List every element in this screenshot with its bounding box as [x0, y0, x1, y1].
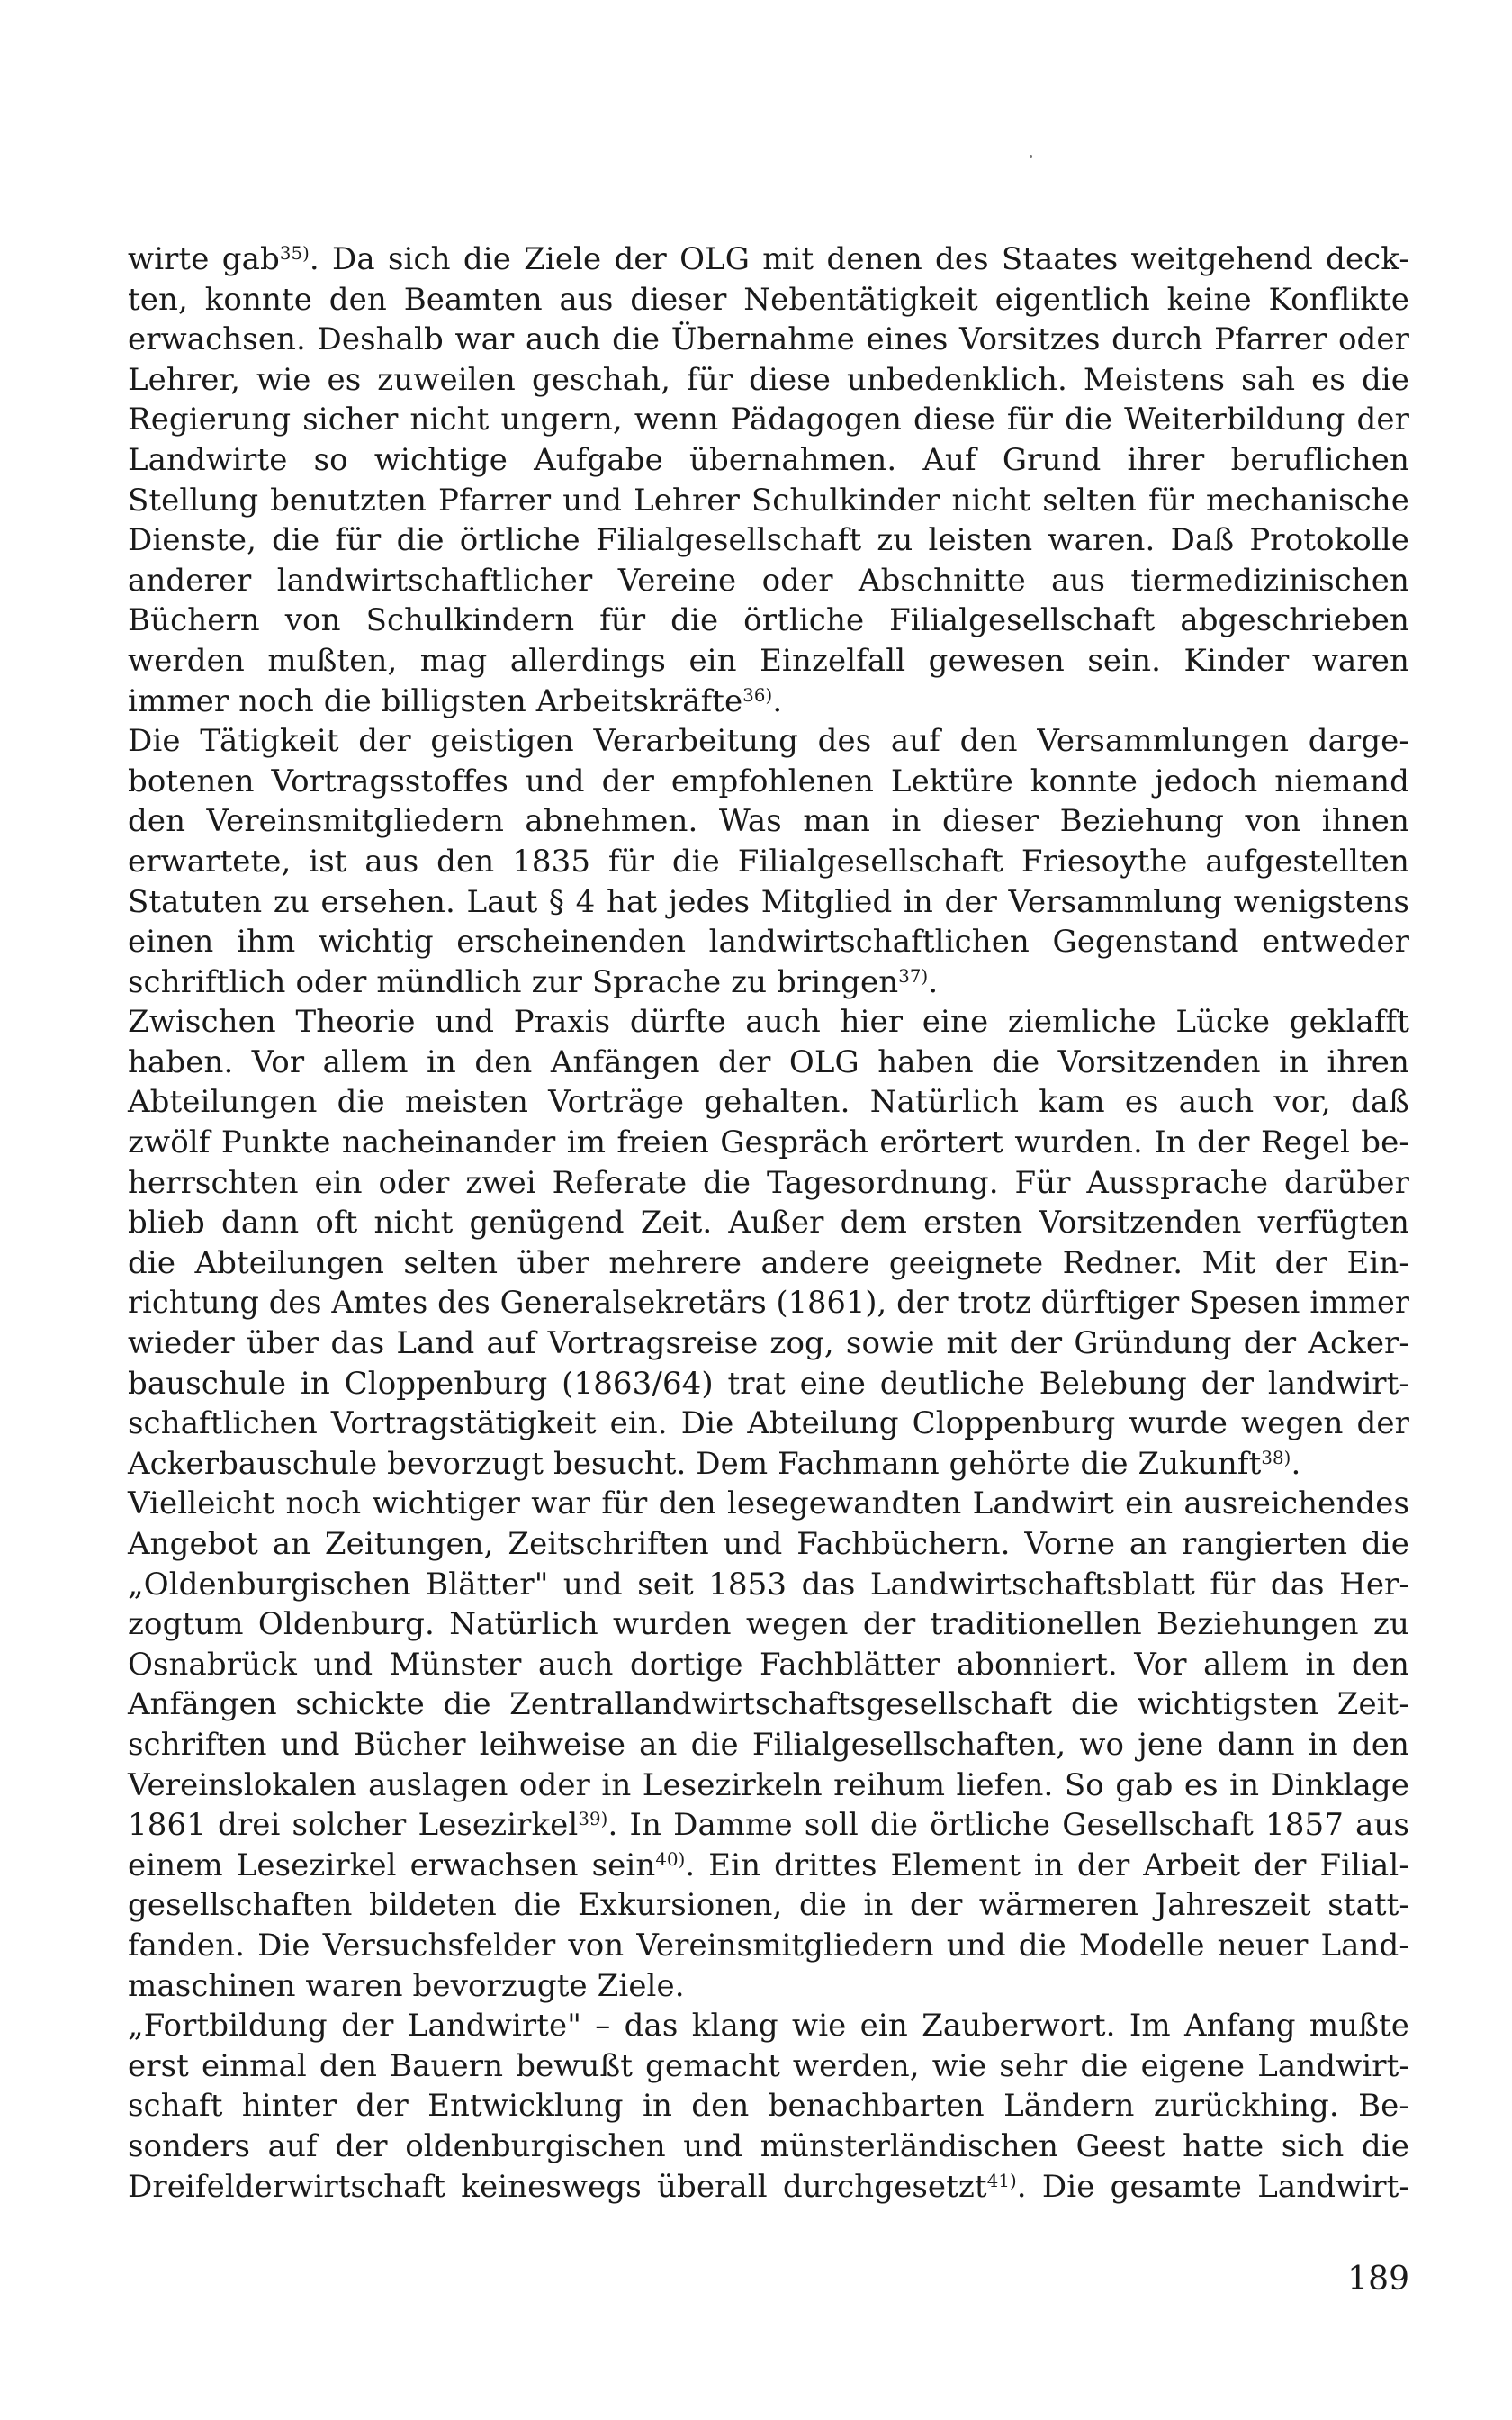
text-segment: Vielleicht noch wichtiger war für den lesegewandten Landwirt ein ausreichendes — [128, 1485, 1409, 1522]
text-segment: Stellung benutzten Pfarrer und Lehrer Schulkinder nicht selten für mechanische — [128, 482, 1409, 519]
text-segment: . Ein drittes Element in der Arbeit der Filial- — [685, 1847, 1409, 1883]
text-line — [128, 1043, 1409, 1083]
text-line — [128, 1323, 1409, 1364]
text-line — [128, 1926, 1409, 1966]
text-segment: Ackerbauschule bevorzugt besucht. Dem Fachmann gehörte die Zukunft — [128, 1445, 1262, 1482]
text-line — [128, 1163, 1409, 1204]
text-segment: . Die gesamte Landwirt- — [1016, 2168, 1409, 2205]
text-segment: fanden. Die Versuchsfelder von Vereinsmitgliedern und die Modelle neuer Land- — [128, 1927, 1409, 1964]
text-segment: richtung des Amtes des Generalsekretärs (1861), der trotz dürftiger Spesen immer — [128, 1285, 1409, 1321]
text-line — [128, 1123, 1409, 1163]
page-number: 189 — [1347, 2261, 1409, 2298]
text-line — [128, 1725, 1409, 1765]
text-line — [128, 561, 1409, 601]
footnote-ref: 36) — [742, 684, 773, 706]
text-segment: wieder über das Land auf Vortragsreise zog, sowie mit der Gründung der Acker- — [128, 1325, 1409, 1362]
text-segment: Anfängen schickte die Zentrallandwirtschaftsgesellschaft die wichtigsten Zeit- — [128, 1686, 1409, 1723]
text-line — [128, 922, 1409, 962]
text-segment: Dreifelderwirtschaft keineswegs überall durchgesetzt — [128, 2168, 987, 2205]
footnote-ref: 35) — [279, 243, 310, 265]
text-line — [128, 1203, 1409, 1243]
text-segment: zogtum Oldenburg. Natürlich wurden wegen der traditionellen Beziehungen zu — [128, 1606, 1409, 1643]
text-line — [128, 1805, 1409, 1846]
text-segment: Büchern von Schulkindern für die örtliche Filialgesellschaft abgeschrieben — [128, 602, 1409, 639]
text-line — [128, 1484, 1409, 1524]
text-segment: . — [928, 963, 939, 1000]
text-segment: schriften und Bücher leihweise an die Filialgesellschaften, wo jene dann in den — [128, 1726, 1409, 1763]
text-line — [128, 842, 1409, 882]
text-line — [128, 1604, 1409, 1645]
text-segment: Zwischen Theorie und Praxis dürfte auch hier eine ziemliche Lücke geklafft — [128, 1004, 1409, 1041]
text-line — [128, 520, 1409, 561]
text-line — [128, 801, 1409, 842]
text-line — [128, 239, 1409, 280]
text-line — [128, 481, 1409, 521]
text-line — [128, 2127, 1409, 2167]
text-line — [128, 600, 1409, 641]
text-line — [128, 682, 1409, 722]
text-segment: herrschten ein oder zwei Referate die Tagesordnung. Für Aussprache darüber — [128, 1164, 1409, 1201]
text-line — [128, 2167, 1409, 2208]
text-line — [128, 1444, 1409, 1485]
body-text — [128, 239, 1409, 2207]
text-line — [128, 440, 1409, 481]
text-segment: „Oldenburgischen Blätter" und seit 1853 das Landwirtschaftsblatt für das Her- — [128, 1566, 1409, 1603]
text-line — [128, 1565, 1409, 1605]
text-line — [128, 1684, 1409, 1725]
text-segment: ten, konnte den Beamten aus dieser Nebentätigkeit eigentlich keine Konflikte — [128, 281, 1409, 318]
text-segment: Vereinslokalen auslagen oder in Lesezirkeln reihum liefen. So gab es in Dinklage — [128, 1766, 1409, 1803]
text-segment: gesellschaften bildeten die Exkursionen, die in der wärmeren Jahreszeit statt- — [128, 1887, 1409, 1924]
text-line — [128, 1082, 1409, 1123]
text-segment: Angebot an Zeitungen, Zeitschriften und Fachbüchern. Vorne an rangierten die — [128, 1526, 1409, 1562]
text-line — [128, 1885, 1409, 1926]
text-segment: immer noch die billigsten Arbeitskräfte — [128, 682, 743, 719]
text-segment: „Fortbildung der Landwirte" – das klang wie ein Zauberwort. Im Anfang mußte — [128, 2008, 1409, 2045]
text-segment: . — [1291, 1445, 1301, 1482]
text-segment: Die Tätigkeit der geistigen Verarbeitung des auf den Versammlungen darge- — [128, 723, 1409, 760]
text-line — [128, 1645, 1409, 1685]
text-segment: Lehrer, wie es zuweilen geschah, für diese unbedenklich. Meistens sah es die — [128, 361, 1409, 398]
text-segment: einen ihm wichtig erscheinenden landwirtschaftlichen Gegenstand entweder — [128, 924, 1409, 961]
text-segment: wirte gab — [128, 241, 280, 277]
text-segment: bauschule in Cloppenburg (1863/64) trat eine deutliche Belebung der landwirt- — [128, 1365, 1409, 1402]
text-segment: haben. Vor allem in den Anfängen der OLG haben die Vorsitzenden in ihren — [128, 1043, 1409, 1080]
footnote-ref: 37) — [898, 965, 929, 987]
text-segment: anderer landwirtschaftlicher Vereine oder Abschnitte aus tiermedizinischen — [128, 562, 1409, 599]
text-segment: erwartete, ist aus den 1835 für die Filialgesellschaft Friesoythe aufgestellten — [128, 843, 1409, 880]
text-line — [128, 320, 1409, 360]
footnote-ref: 39) — [578, 1809, 608, 1830]
text-line — [128, 360, 1409, 401]
text-line — [128, 1404, 1409, 1444]
text-line — [128, 641, 1409, 682]
text-segment: Osnabrück und Münster auch dortige Fachblätter abonniert. Vor allem in den — [128, 1646, 1409, 1683]
footnote-ref: 41) — [986, 2170, 1017, 2191]
text-segment: schaft hinter der Entwicklung in den benachbarten Ländern zurückhing. Be- — [128, 2088, 1409, 2125]
text-segment: . — [772, 682, 783, 719]
text-segment: Landwirte so wichtige Aufgabe übernahmen. Auf Grund ihrer beruflichen — [128, 441, 1409, 478]
text-line — [128, 2046, 1409, 2087]
text-segment: erst einmal den Bauern bewußt gemacht werden, wie sehr die eigene Landwirt- — [128, 2047, 1409, 2084]
text-line — [128, 1243, 1409, 1284]
text-line — [128, 882, 1409, 923]
text-line — [128, 2006, 1409, 2046]
text-segment: Statuten zu ersehen. Laut § 4 hat jedes Mitglied in der Versammlung wenigstens — [128, 883, 1409, 920]
text-segment: Dienste, die für die örtliche Filialgesellschaft zu leisten waren. Daß Protokolle — [128, 522, 1409, 559]
text-line — [128, 280, 1409, 321]
text-line — [128, 2086, 1409, 2127]
text-segment: werden mußten, mag allerdings ein Einzelfall gewesen sein. Kinder waren — [128, 642, 1409, 679]
text-segment: . Da sich die Ziele der OLG mit denen des Staates weitgehend deck- — [309, 241, 1410, 277]
text-line — [128, 1966, 1409, 2007]
text-segment: maschinen waren bevorzugte Ziele. — [128, 1967, 685, 2004]
text-line — [128, 1002, 1409, 1043]
footnote-ref: 38) — [1261, 1447, 1292, 1468]
scan-speck — [1030, 155, 1032, 158]
text-segment: einem Lesezirkel erwachsen sein — [128, 1847, 656, 1883]
text-segment: den Vereinsmitgliedern abnehmen. Was man in dieser Beziehung von ihnen — [128, 803, 1409, 840]
text-line — [128, 1283, 1409, 1323]
text-line — [128, 762, 1409, 802]
text-segment: botenen Vortragsstoffes und der empfohlenen Lektüre konnte jedoch niemand — [128, 763, 1409, 799]
text-line — [128, 400, 1409, 440]
text-segment: zwölf Punkte nacheinander im freien Gespräch erörtert wurden. In der Regel be- — [128, 1124, 1409, 1161]
text-line — [128, 962, 1409, 1003]
text-segment: schriftlich oder mündlich zur Sprache zu bringen — [128, 963, 899, 1000]
text-segment: sonders auf der oldenburgischen und münsterländischen Geest hatte sich die — [128, 2127, 1409, 2164]
text-line — [128, 1364, 1409, 1404]
text-segment: . In Damme soll die örtliche Gesellschaft 1857 aus — [608, 1807, 1410, 1844]
text-segment: blieb dann oft nicht genügend Zeit. Außer dem ersten Vorsitzenden verfügten — [128, 1205, 1409, 1242]
text-segment: schaftlichen Vortragstätigkeit ein. Die Abteilung Cloppenburg wurde wegen der — [128, 1405, 1409, 1442]
text-segment: 1861 drei solcher Lesezirkel — [128, 1807, 579, 1844]
text-segment: die Abteilungen selten über mehrere andere geeignete Redner. Mit der Ein- — [128, 1244, 1409, 1281]
text-line — [128, 721, 1409, 762]
text-segment: erwachsen. Deshalb war auch die Übernahme eines Vorsitzes durch Pfarrer oder — [128, 321, 1409, 358]
text-line — [128, 1524, 1409, 1565]
text-segment: Abteilungen die meisten Vorträge gehalten. Natürlich kam es auch vor, daß — [128, 1084, 1409, 1121]
text-segment: Regierung sicher nicht ungern, wenn Pädagogen diese für die Weiterbildung der — [128, 402, 1409, 438]
footnote-ref: 40) — [655, 1848, 686, 1870]
text-line — [128, 1765, 1409, 1806]
text-line — [128, 1846, 1409, 1886]
